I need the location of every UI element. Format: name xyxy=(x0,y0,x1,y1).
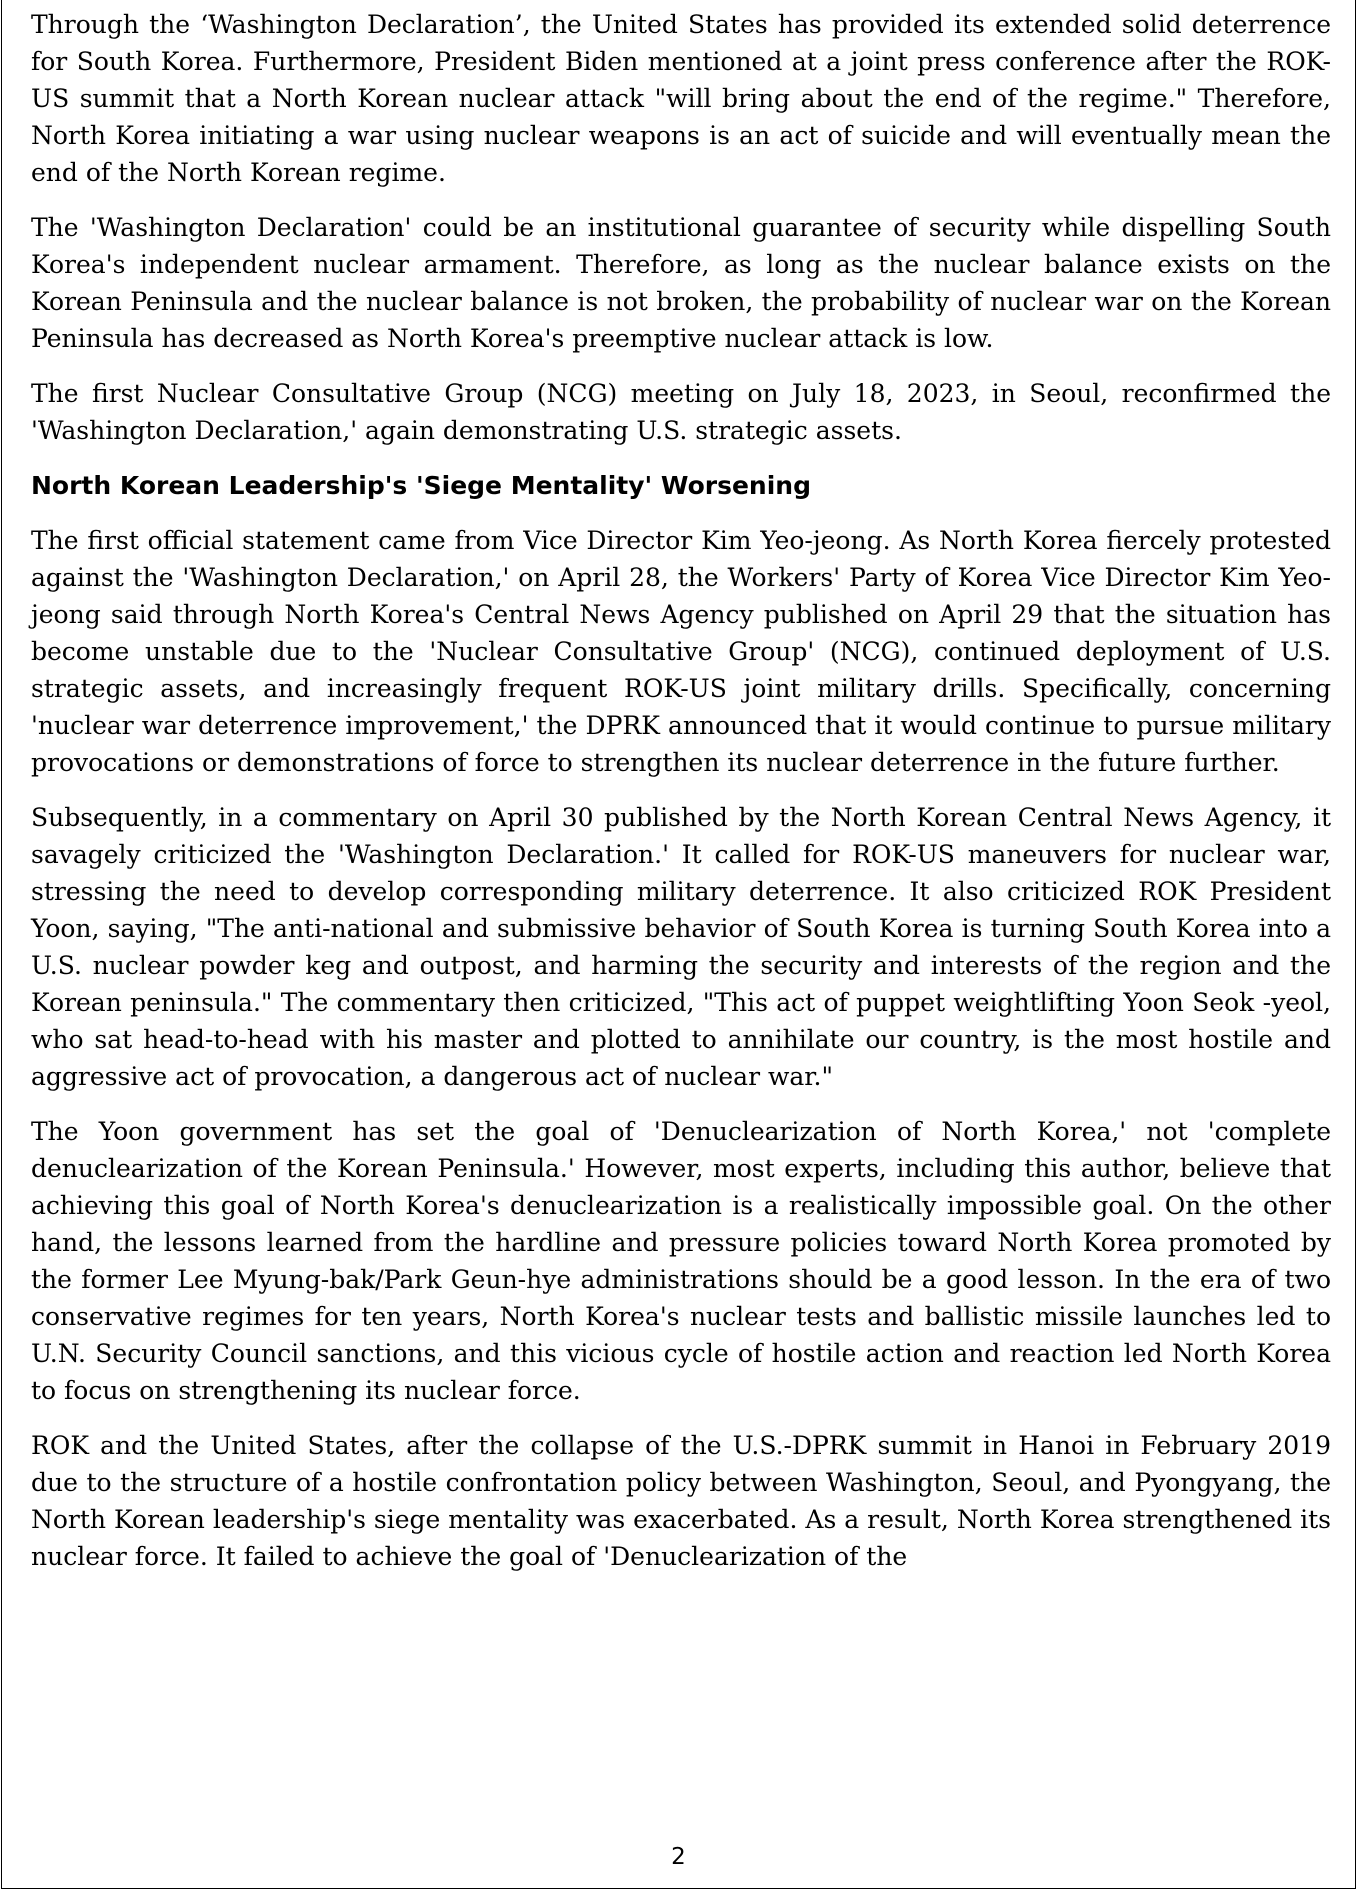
document-body xyxy=(31,6,1331,1593)
paragraph-kim-yeo-jeong-statement: The first official statement came from Vice Director Kim Yeo-jeong. As North Korea fiercely protested against the 'Washington Declaration,' on April 28, the Workers' Party of Korea Vice Director Kim Yeo-jeong said through North Korea's Central News Agency published on April 29 that the situation has become unstable due to the 'Nuclear Consultative Group' (NCG), continued deployment of U.S. strategic assets, and increasingly frequent ROK-US joint military drills. Specifically, concerning 'nuclear war deterrence improvement,' the DPRK announced that it would continue to pursue military provocations or demonstrations of force to strengthen its nuclear deterrence in the future further. xyxy=(31,526,1331,777)
page-number: 2 xyxy=(671,1844,686,1870)
paragraph-yoon-government-goal: The Yoon government has set the goal of 'Denuclearization of North Korea,' not 'complete denuclearization of the Korean Peninsula.' However, most experts, including this author, believe that achieving this goal of North Korea's denuclearization is a realistically impossible goal. On the other hand, the lessons learned from the hardline and pressure policies toward North Korea promoted by the former Lee Myung-bak/Park Geun-hye administrations should be a good lesson. In the era of two conservative regimes for ten years, North Korea's nuclear tests and ballistic missile launches led to U.N. Security Council sanctions, and this vicious cycle of hostile action and reaction led North Korea to focus on strengthening its nuclear force. xyxy=(31,1117,1331,1405)
paragraph-hanoi-summit-collapse: ROK and the United States, after the collapse of the U.S.-DPRK summit in Hanoi in February 2019 due to the structure of a hostile confrontation policy between Washington, Seoul, and Pyongyang, the North Korean leadership's siege mentality was exacerbated. As a result, North Korea strengthened its nuclear force. It failed to achieve the goal of 'Denuclearization of the xyxy=(31,1431,1331,1571)
document-page xyxy=(1,0,1356,1889)
paragraph-institutional-guarantee: The 'Washington Declaration' could be an institutional guarantee of security while dispelling South Korea's independent nuclear armament. Therefore, as long as the nuclear balance exists on the Korean Peninsula and the nuclear balance is not broken, the probability of nuclear war on the Korean Peninsula has decreased as North Korea's preemptive nuclear attack is low. xyxy=(31,213,1331,353)
section-heading: North Korean Leadership's 'Siege Mentality' Worsening xyxy=(31,471,811,500)
paragraph-kcna-commentary: Subsequently, in a commentary on April 30 published by the North Korean Central News Agency, it savagely criticized the 'Washington Declaration.' It called for ROK-US maneuvers for nuclear war, stressing the need to develop corresponding military deterrence. It also criticized ROK President Yoon, saying, "The anti-national and submissive behavior of South Korea is turning South Korea into a U.S. nuclear powder keg and outpost, and harming the security and interests of the region and the Korean peninsula." The commentary then criticized, "This act of puppet weightlifting Yoon Seok -yeol, who sat head-to-head with his master and plotted to annihilate our country, is the most hostile and aggressive act of provocation, a dangerous act of nuclear war." xyxy=(31,803,1331,1091)
paragraph-washington-declaration-deterrence: Through the ‘Washington Declaration’, the United States has provided its extended solid deterrence for South Korea. Furthermore, President Biden mentioned at a joint press conference after the ROK-US summit that a North Korean nuclear attack "will bring about the end of the regime." Therefore, North Korea initiating a war using nuclear weapons is an act of suicide and will eventually mean the end of the North Korean regime. xyxy=(31,10,1331,187)
paragraph-ncg-meeting: The first Nuclear Consultative Group (NCG) meeting on July 18, 2023, in Seoul, reconfirmed the 'Washington Declaration,' again demonstrating U.S. strategic assets. xyxy=(31,379,1331,445)
